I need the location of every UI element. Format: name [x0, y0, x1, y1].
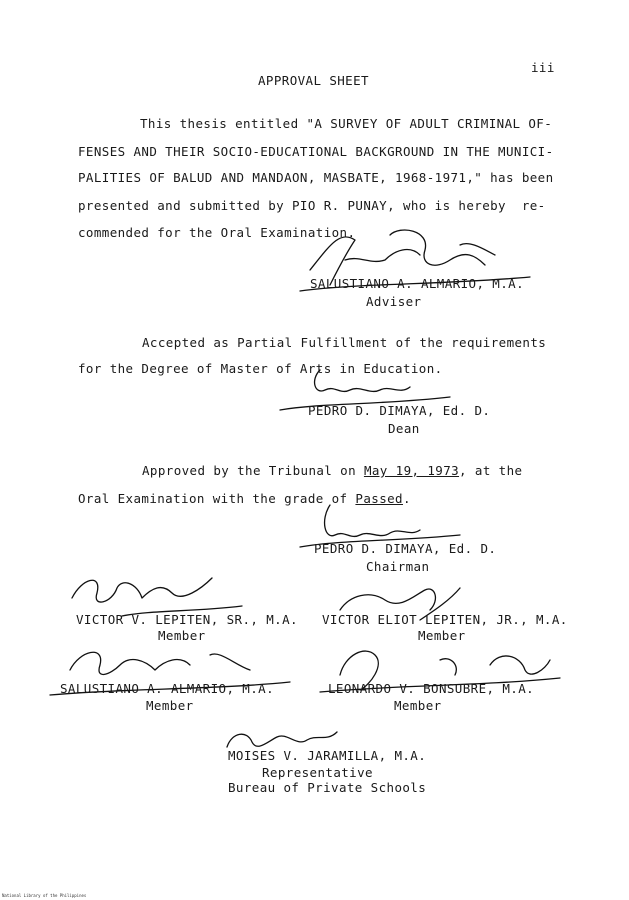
approval-paragraph-line1 [142, 463, 522, 478]
grade-suffix: . [402, 491, 411, 506]
thesis-paragraph-line: commended for the Oral Examination. [78, 225, 356, 240]
dean-role: Dean [388, 421, 420, 436]
thesis-paragraph-line: PALITIES OF BALUD AND MANDAON, MASBATE, 1968-1971," has been [78, 170, 554, 185]
member-2-name: VICTOR ELIOT LEPITEN, JR., M.A. [322, 612, 568, 627]
thesis-paragraph-line: This thesis entitled "A SURVEY OF ADULT CRIMINAL OF- [140, 116, 553, 131]
member-3-name: SALUSTIANO A. ALMARIO, M.A. [60, 681, 274, 696]
thesis-paragraph-line: FENSES AND THEIR SOCIO-EDUCATIONAL BACKGROUND IN THE MUNICI- [78, 144, 554, 159]
member-4-name: LEONARDO V. BONSUBRE, M.A. [328, 681, 535, 696]
page-title: APPROVAL SHEET [258, 73, 369, 88]
representative-office: Bureau of Private Schools [228, 780, 427, 795]
member-1-name: VICTOR V. LEPITEN, SR., M.A. [76, 612, 298, 627]
adviser-name: SALUSTIANO A. ALMARIO, M.A. [310, 276, 524, 291]
member-1-role: Member [158, 628, 206, 643]
acceptance-paragraph-line: Accepted as Partial Fulfillment of the requirements [142, 335, 547, 350]
chairman-role: Chairman [366, 559, 430, 574]
acceptance-paragraph-line: for the Degree of Master of Arts in Education. [78, 361, 443, 376]
member-2-role: Member [418, 628, 466, 643]
approval-suffix: , at the [459, 463, 523, 478]
dean-name: PEDRO D. DIMAYA, Ed. D. [308, 403, 491, 418]
chairman-name: PEDRO D. DIMAYA, Ed. D. [314, 541, 497, 556]
representative-name: MOISES V. JARAMILLA, M.A. [228, 748, 427, 763]
adviser-role: Adviser [366, 294, 422, 309]
exam-grade: Passed [355, 491, 403, 506]
footer-credit: National Library of the Philippines [2, 893, 87, 898]
approval-prefix: Approved by the Tribunal on [142, 463, 356, 478]
exam-date: May 19, 1973 [363, 463, 460, 478]
grade-prefix: Oral Examination with the grade of [78, 491, 348, 506]
member-4-role: Member [394, 698, 442, 713]
member-3-role: Member [146, 698, 194, 713]
page-number: iii [531, 60, 555, 75]
representative-role: Representative [262, 765, 373, 780]
thesis-paragraph-line: presented and submitted by PIO R. PUNAY, who is hereby re- [78, 198, 546, 213]
